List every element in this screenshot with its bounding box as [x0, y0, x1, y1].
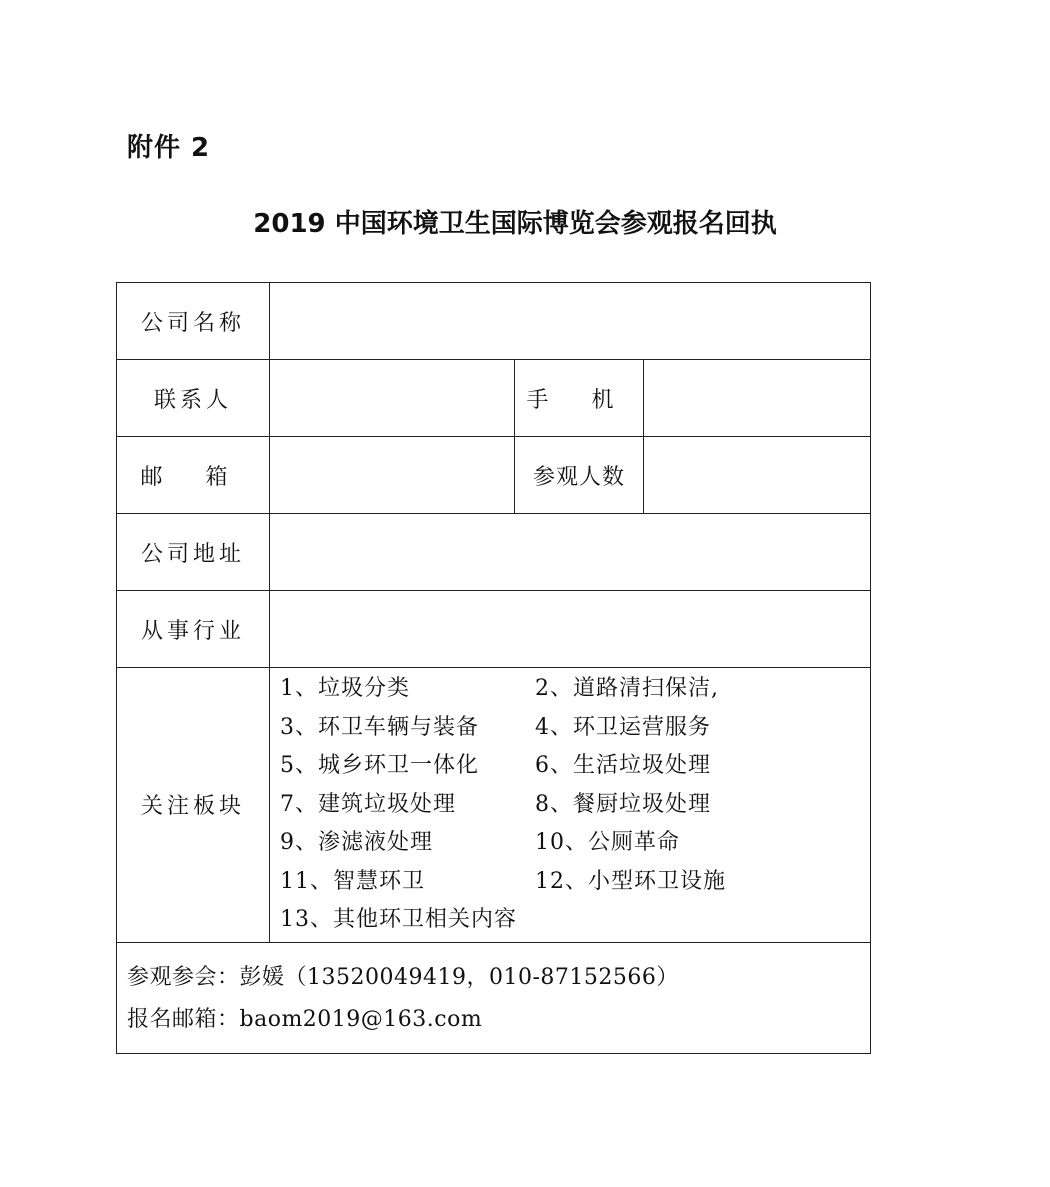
company-name-field[interactable]	[270, 283, 871, 360]
focus-option[interactable]: 8、餐厨垃圾处理	[535, 791, 711, 817]
email-field[interactable]	[270, 437, 515, 514]
attachment-label: 附件 2	[127, 133, 211, 163]
focus-option[interactable]: 5、城乡环卫一体化	[280, 753, 479, 778]
focus-option[interactable]: 12、小型环卫设施	[535, 868, 726, 894]
email-label: 邮 箱	[117, 437, 270, 514]
registration-form	[116, 282, 870, 1044]
focus-option[interactable]: 6、生活垃圾处理	[535, 753, 711, 778]
focus-option[interactable]: 4、环卫运营服务	[535, 714, 711, 740]
focus-option[interactable]: 7、建筑垃圾处理	[280, 791, 456, 817]
visitor-count-label: 参观人数	[515, 437, 644, 514]
company-address-field[interactable]	[270, 514, 871, 591]
mobile-field[interactable]	[644, 360, 871, 437]
contact-row	[117, 360, 871, 437]
focus-option[interactable]: 13、其他环卫相关内容	[280, 907, 517, 932]
visitor-count-field[interactable]	[644, 437, 871, 514]
focus-option[interactable]: 11、智慧环卫	[280, 868, 425, 894]
focus-option[interactable]: 3、环卫车辆与装备	[280, 714, 479, 740]
focus-options-grid	[280, 670, 870, 940]
industry-label: 从事行业	[117, 591, 270, 668]
focus-options-cell	[270, 668, 871, 943]
company-name-row	[117, 283, 871, 360]
focus-option[interactable]: 9、渗滤液处理	[280, 830, 433, 855]
contact-info-cell	[117, 942, 871, 1053]
contact-field[interactable]	[270, 360, 515, 437]
focus-row	[117, 668, 871, 943]
focus-option[interactable]: 10、公厕革命	[535, 830, 680, 855]
registration-table	[116, 282, 871, 1054]
company-address-row	[117, 514, 871, 591]
industry-row	[117, 591, 871, 668]
focus-label: 关注板块	[117, 668, 270, 943]
focus-option[interactable]: 2、道路清扫保洁,	[535, 676, 719, 701]
focus-option[interactable]: 1、垃圾分类	[280, 676, 410, 701]
email-row	[117, 437, 871, 514]
document-title: 2019 中国环境卫生国际博览会参观报名回执	[253, 209, 777, 239]
contact-label: 联系人	[117, 360, 270, 437]
contact-info-row	[117, 942, 871, 1053]
company-address-label: 公司地址	[117, 514, 270, 591]
company-name-label: 公司名称	[117, 283, 270, 360]
contact-info-line: 参观参会：彭媛（13520049419，010-87152566）	[127, 964, 679, 990]
mobile-label: 手 机	[515, 360, 644, 437]
industry-field[interactable]	[270, 591, 871, 668]
signup-email-line: 报名邮箱：baom2019@163.com	[127, 1006, 483, 1032]
